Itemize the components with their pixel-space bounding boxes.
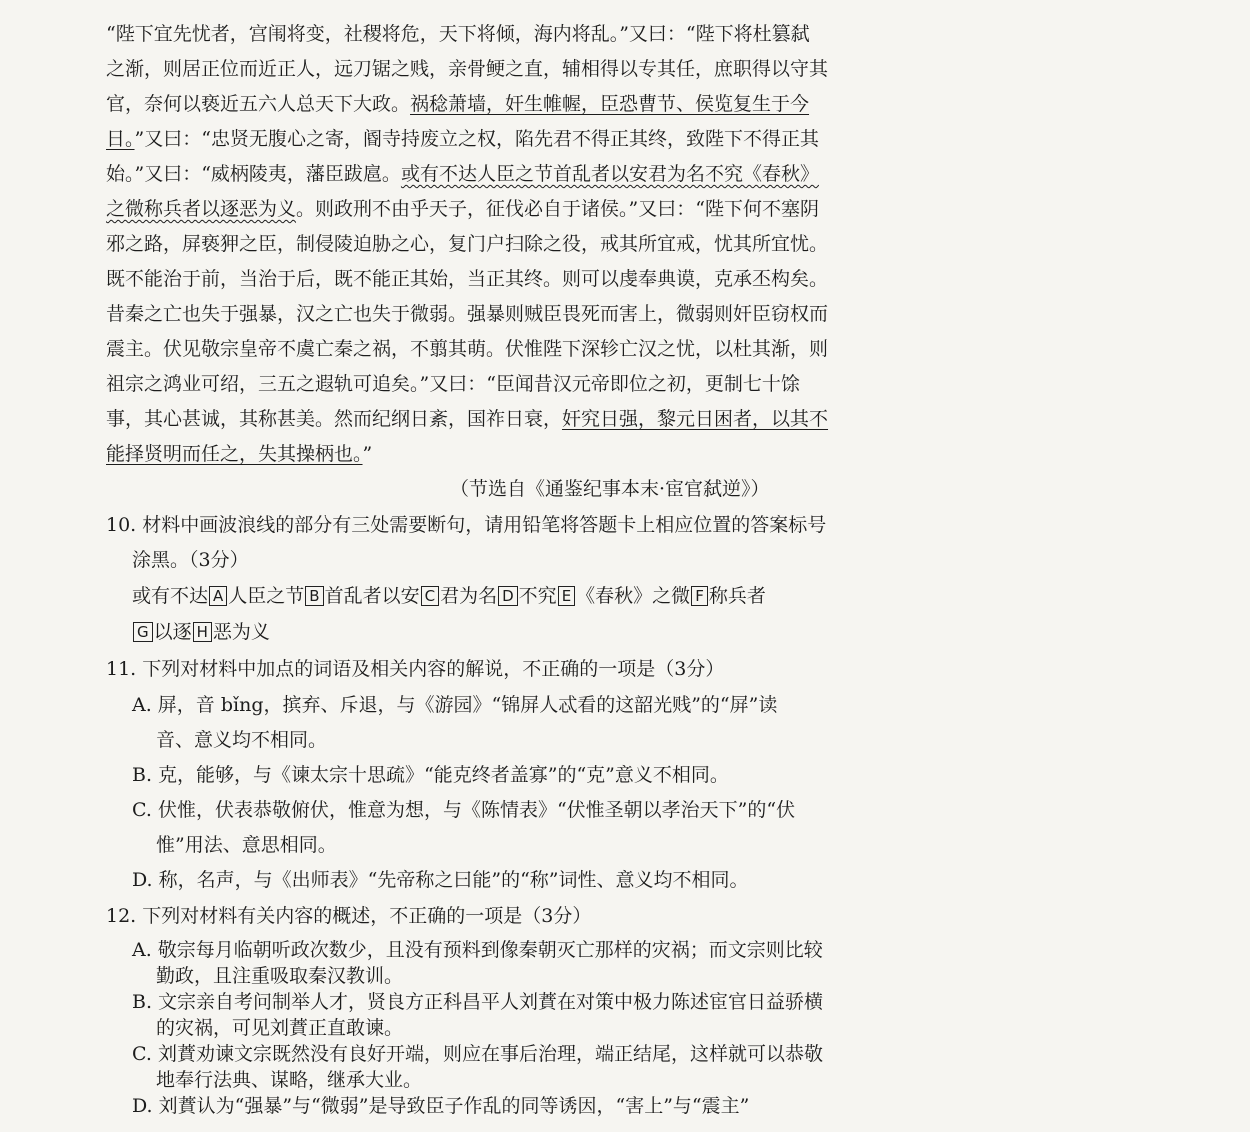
underlined-sentence: 奸究日强，黎元日困者，以其不 (562, 408, 829, 430)
passage-source: （节选自《通鉴纪事本末·宦官弑逆》） (450, 478, 770, 500)
question-11-option-c-cont: 惟”用法、意思相同。 (156, 834, 337, 856)
question-10-sentence: G 以逐 H 恶为义 (132, 620, 932, 644)
passage-line: “陛下宜先忧者，宫闱将变，社稷将危，天下将倾，海内将乱。”又曰：“陛下将杜篡弑 (106, 23, 810, 45)
question-11-option-a-cont: 音、意义均不相同。 (156, 729, 328, 751)
answer-box[interactable]: C (421, 586, 439, 606)
answer-box[interactable]: D (498, 586, 518, 606)
passage-line: 昔秦之亡也失于强暴，汉之亡也失于微弱。强暴则贼臣畏死而害上，微弱则奸臣窃权而 (106, 303, 829, 325)
question-10-stem: 涂黑。（3分） (132, 549, 249, 571)
answer-box[interactable]: E (558, 586, 575, 606)
question-12-option-a-cont: 勤政，且注重吸取秦汉教训。 (156, 965, 404, 987)
wavy-underline-text: 之微称兵者以逐恶为义 (106, 198, 297, 220)
passage-line: 始。”又曰：“威柄陵夷，藩臣跋扈。或有不达人臣之节首乱者以安君为名不究《春秋》 (106, 163, 819, 185)
question-12-option-d[interactable]: D. 刘蕡认为“强暴”与“微弱”是导致臣子作乱的同等诱因，“害上”与“震主” (132, 1095, 750, 1117)
wavy-underline-text: 或有不达人臣之节首乱者以安君为名不究《春秋》 (400, 163, 819, 185)
passage-line: 日。”又曰：“忠贤无腹心之寄，阍寺持废立之权，陷先君不得正其终，致陛下不得正其 (106, 128, 819, 150)
passage-line: 祖宗之鸿业可绍，三五之遐轨可追矣。”又曰：“臣闻昔汉元帝即位之初，更制七十馀 (106, 373, 800, 395)
question-11-option-d[interactable]: D. 称，名声，与《出师表》“先帝称之曰能”的“称”词性、意义均不相同。 (132, 869, 749, 891)
question-12-option-c[interactable]: C. 刘蕡劝谏文宗既然没有良好开端，则应在事后治理，端正结尾，这样就可以恭敬 (132, 1043, 823, 1065)
answer-box[interactable]: F (691, 586, 708, 606)
question-12-option-b[interactable]: B. 文宗亲自考问制举人才，贤良方正科昌平人刘蕡在对策中极力陈述宦官日益骄横 (132, 991, 824, 1013)
answer-box[interactable]: A (209, 586, 227, 606)
underlined-sentence: 日。 (106, 128, 135, 150)
question-12-option-c-cont: 地奉行法典、谋略，继承大业。 (156, 1069, 423, 1091)
answer-box[interactable]: B (305, 586, 323, 606)
question-10-sentence: 或有不达 A 人臣之节 B 首乱者以安 C 君为名 D 不究 E 《春秋》之微 F 称兵者 (132, 585, 766, 607)
question-12-stem: 12. 下列对材料有关内容的概述，不正确的一项是（3分） (106, 905, 592, 927)
passage-line: 事，其心甚诚，其称甚美。然而纪纲日紊，国祚日衰，奸究日强，黎元日困者，以其不 (106, 408, 829, 430)
passage-line: 能择贤明而任之，失其操柄也。” (106, 443, 373, 465)
underlined-sentence: 祸稔萧墙，奸生帷幄，臣恐曹节、侯览复生于今 (410, 93, 810, 115)
question-11-stem: 11. 下列对材料中加点的词语及相关内容的解说，不正确的一项是（3分） (106, 658, 725, 680)
question-12-option-a[interactable]: A. 敬宗每月临朝听政次数少，且没有预料到像秦朝灭亡那样的灾祸；而文宗则比较 (132, 939, 823, 961)
underlined-sentence: 能择贤明而任之，失其操柄也。 (106, 443, 363, 465)
passage-line: 既不能治于前，当治于后，既不能正其始，当正其终。则可以虔奉典谟，克承丕构矣。 (106, 268, 829, 290)
question-10-stem: 10. 材料中画波浪线的部分有三处需要断句，请用铅笔将答题卡上相应位置的答案标号 (106, 514, 827, 536)
passage-line: 之渐，则居正位而近正人，远刀锯之贱，亲骨鲠之直，辅相得以专其任，庶职得以守其 (106, 58, 829, 80)
question-11-option-c[interactable]: C. 伏惟，伏表恭敬俯伏，惟意为想，与《陈情表》“伏惟圣朝以孝治天下”的“伏 (132, 799, 796, 821)
passage-line: 之微称兵者以逐恶为义。则政刑不由乎天子，征伐必自于诸侯。”又曰：“陛下何不塞阴 (106, 198, 819, 220)
question-12-option-b-cont: 的灾祸，可见刘蕡正直敢谏。 (156, 1017, 404, 1039)
question-11-option-b[interactable]: B. 克，能够，与《谏太宗十思疏》“能克终者盖寡”的“克”意义不相同。 (132, 764, 729, 786)
passage-line: 震主。伏见敬宗皇帝不虞亡秦之祸，不翦其萌。伏惟陛下深轸亡汉之忧，以杜其渐，则 (106, 338, 829, 360)
passage-line: 官，奈何以亵近五六人总天下大政。祸稔萧墙，奸生帷幄，臣恐曹节、侯览复生于今 (106, 93, 810, 115)
question-11-option-a[interactable]: A. 屏，音 bǐng，摈弃、斥退，与《游园》“锦屏人忒看的这韶光贱”的“屏”读 (132, 694, 778, 716)
answer-box[interactable]: H (193, 622, 212, 642)
passage-line: 邪之路，屏亵狎之臣，制侵陵迫胁之心，复门户扫除之役，戒其所宜戒，忧其所宜忧。 (106, 233, 829, 255)
answer-box[interactable]: G (133, 622, 153, 642)
